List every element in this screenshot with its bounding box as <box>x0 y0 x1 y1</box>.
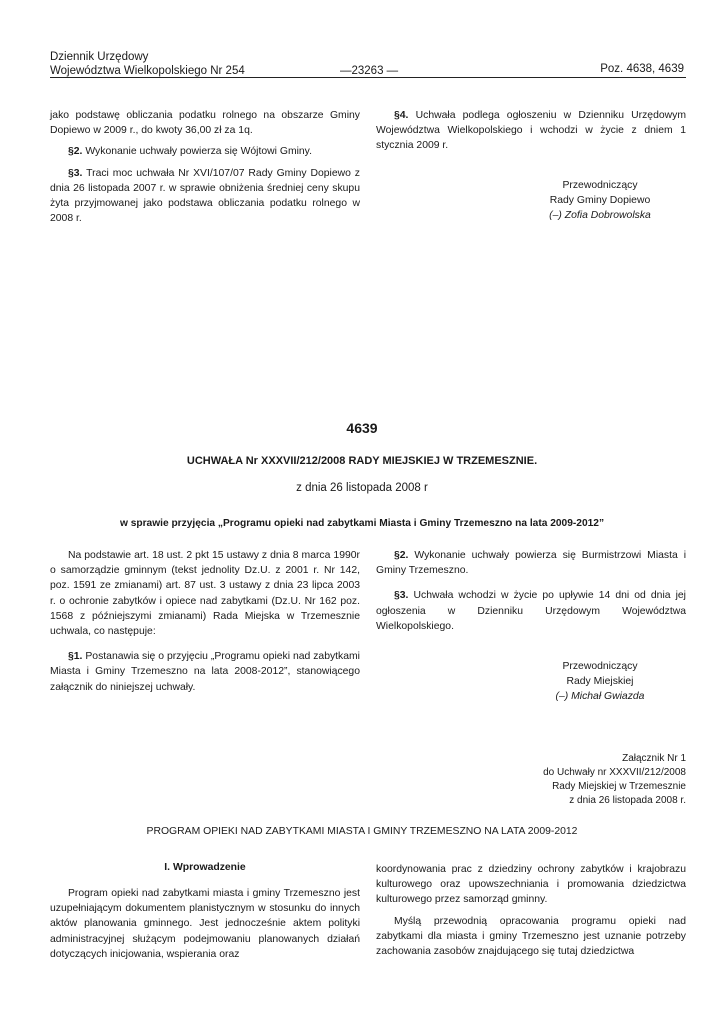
doc-signature-body: Rady Miejskiej <box>566 676 634 688</box>
prev-section-4-number: §4. <box>394 110 409 121</box>
prev-signature-body: Rady Gminy Dopiewo <box>549 195 651 207</box>
prev-section-4-text: Uchwała podlega ogłoszeniu w Dzienniku Urzędowym Województwa Wielkopolskiego i wchodzi w życie z dniem 1 stycznia 2009 r. <box>376 110 686 152</box>
prev-section-2-text: Wykonanie uchwały powierza się Wójtowi Gminy. <box>82 146 312 158</box>
prev-right-column <box>376 108 686 154</box>
doc-section-2-number: §2. <box>394 550 409 561</box>
document-title: UCHWAŁA Nr XXXVII/212/2008 RADY MIEJSKIEJ W TRZEMESZNIE. <box>186 455 538 467</box>
doc-section-3-text: Uchwała wchodzi w życie po upływie 14 dni od dnia jej ogłoszenia w Dzienniku Urzędowym Województwa Wielkopolskiego. <box>376 590 686 632</box>
journal-name <box>50 50 245 78</box>
doc-section-1-text: Postanawia się o przyjęciu „Programu opieki nad zabytkami Miasta i Gminy Trzemeszno na lata 2008-2012”, stanowiącego załącznik do niniejszej uchwały. <box>50 651 360 693</box>
program-right-column <box>376 862 686 959</box>
doc-section-3 <box>376 588 686 634</box>
doc-signature <box>500 659 700 705</box>
prev-section-2 <box>50 144 360 159</box>
doc-section-1-number: §1. <box>68 651 83 663</box>
doc-signature-title: Przewodniczący <box>562 661 638 672</box>
doc-left-column <box>50 548 360 695</box>
prev-section-3 <box>50 166 360 227</box>
prev-section-3-number: §3. <box>68 167 83 179</box>
doc-section-2 <box>376 548 686 578</box>
annex-line-3: Rady Miejskiej w Trzemesznie <box>552 781 686 792</box>
journal-name-line2: Województwa Wielkopolskiego Nr 254 <box>50 65 245 77</box>
header-rule <box>50 77 686 78</box>
prev-section-3-text: Traci moc uchwała Nr XVI/107/07 Rady Gminy Dopiewo z dnia 26 listopada 2007 r. w sprawie obniżenia średniej ceny skupu żyta przyjmowanej jako podstawa obliczania podatku rolnego w 2008 r. <box>50 167 360 225</box>
document-subject: w sprawie przyjęcia „Programu opieki nad zabytkami Miasta i Gminy Trzemeszno na lata 2009-2012” <box>119 518 605 529</box>
doc-intro: Na podstawie art. 18 ust. 2 pkt 15 ustawy z dnia 8 marca 1990r o samorządzie gminnym (tekst jednolity Dz.U. z 2001 r. Nr 142, poz. 1591 ze zmianami) art. 87 ust. 3 ustawy z dnia 23 lipca 2003 r. o ochronie zabytków i opiece nad zabytkami (Dz.U. Nr 162 poz. 1568 z późniejszymi zmianami) Rada Miejska w Trzemesznie uchwala, co następuje: <box>50 550 360 638</box>
doc-section-2-text: Wykonanie uchwały powierza się Burmistrzowi Miasta i Gminy Trzemeszno. <box>376 550 686 577</box>
prev-signature-title: Przewodniczący <box>562 180 638 191</box>
prev-signature-name: (–) Zofia Dobrowolska <box>549 210 651 222</box>
program-paragraph-1-continued: koordynowania prac z dziedziny ochrony zabytków i krajobrazu kulturowego oraz upowszechniania i promowania dziedzictwa kulturowego przez samorząd gminny. <box>376 864 686 906</box>
annex-reference <box>426 752 686 808</box>
document-number: 4639 <box>346 420 378 436</box>
prev-section-4 <box>376 108 686 154</box>
prev-signature <box>500 178 700 224</box>
prev-left-column <box>50 108 360 226</box>
prev-paragraph-1: jako podstawę obliczania podatku rolnego na obszarze Gminy Dopiewo w 2009 r., do kwoty 36,00 zł za 1q. <box>50 110 360 137</box>
journal-name-line1: Dziennik Urzędowy <box>50 51 149 63</box>
program-left-column <box>50 886 360 962</box>
program-title: PROGRAM OPIEKI NAD ZABYTKAMI MIASTA I GMINY TRZEMESZNO NA LATA 2009-2012 <box>146 826 578 837</box>
annex-line-2: do Uchwały nr XXXVII/212/2008 <box>543 767 686 778</box>
doc-section-1 <box>50 649 360 695</box>
program-section-heading: I. Wprowadzenie <box>164 862 246 873</box>
doc-right-column <box>376 548 686 634</box>
program-paragraph-2: Myślą przewodnią opracowania programu opieki nad zabytkami dla miasta i gminy Trzemeszno jest uznanie potrzeby zachowania zasobów znajdującego się tutaj dziedzictwa <box>376 915 686 958</box>
page-number: —23263 — <box>340 65 399 77</box>
position-number: Poz. 4638, 4639 <box>600 63 684 75</box>
program-paragraph-1: Program opieki nad zabytkami miasta i gminy Trzemeszno jest uzupełniającym dokumentem planistycznym w stosunku do innych aktów planowania gminnego. Jest jednocześnie aktem polityki administracyjnej służącym podejmowaniu planowanych działań dotyczących inicjowania, wspierania oraz <box>50 888 360 960</box>
prev-section-2-number: §2. <box>68 146 83 158</box>
doc-section-3-number: §3. <box>394 590 409 602</box>
annex-line-4: z dnia 26 listopada 2008 r. <box>569 795 686 806</box>
annex-line-1: Załącznik Nr 1 <box>622 753 686 764</box>
document-date: z dnia 26 listopada 2008 r <box>296 482 428 494</box>
doc-signature-name: (–) Michał Gwiazda <box>555 691 645 703</box>
